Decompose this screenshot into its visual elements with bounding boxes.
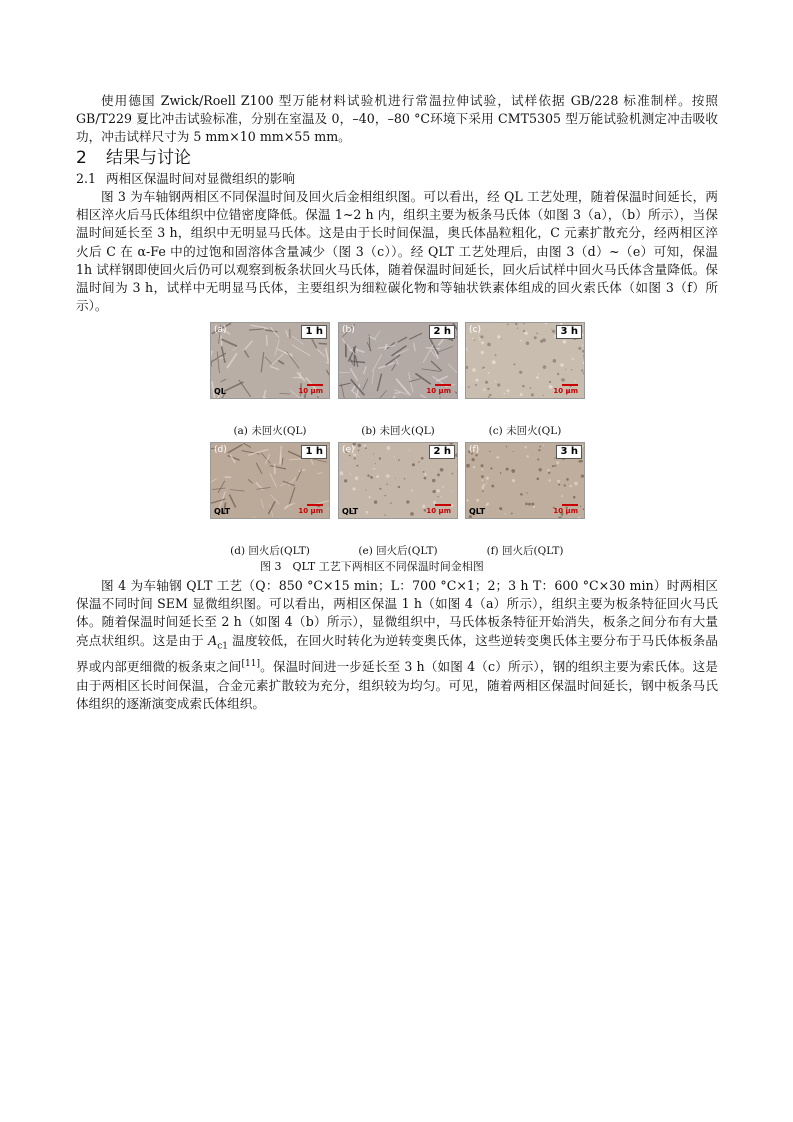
grain-mark	[475, 384, 477, 386]
grain-mark	[565, 369, 566, 370]
grain-mark	[412, 463, 415, 466]
grain-mark	[531, 393, 534, 396]
micrograph-panel-d	[210, 442, 330, 519]
grain-mark	[476, 499, 479, 502]
grain-mark	[410, 512, 414, 516]
grain-mark	[489, 394, 492, 397]
grain-mark	[582, 350, 585, 353]
panel-time-label: 1 h	[301, 325, 327, 339]
grain-mark	[379, 457, 381, 459]
grain-mark	[528, 503, 531, 506]
grain-mark	[523, 330, 525, 332]
micrograph-panel-c	[465, 322, 585, 399]
scale-bar	[435, 384, 451, 386]
grain-mark	[475, 379, 478, 382]
grain-mark	[393, 456, 394, 457]
grain-mark	[506, 446, 507, 447]
grain-mark	[520, 393, 523, 396]
grain-mark	[369, 496, 371, 498]
grain-mark	[479, 339, 480, 340]
grain-mark	[561, 379, 562, 380]
grain-mark	[487, 388, 489, 390]
panel-process-label: QLT	[214, 507, 231, 516]
grain-mark	[474, 339, 475, 340]
grain-mark	[549, 385, 550, 386]
grain-mark	[497, 383, 500, 386]
grain-mark	[379, 488, 381, 490]
grain-mark	[497, 335, 500, 338]
grain-mark	[423, 471, 425, 473]
grain-mark	[344, 479, 347, 482]
grain-mark	[519, 371, 522, 374]
grain-mark	[543, 395, 544, 396]
grain-mark	[530, 387, 532, 389]
micrograph-panel-a	[210, 322, 330, 399]
grain-mark	[384, 515, 385, 516]
grain-mark	[472, 368, 475, 371]
grain-mark	[547, 469, 549, 471]
grain-mark	[583, 362, 585, 364]
grain-mark	[422, 505, 425, 508]
grain-mark	[557, 480, 560, 483]
grain-mark	[531, 503, 534, 506]
grain-mark	[543, 365, 547, 369]
grain-mark	[496, 456, 499, 459]
panel-time-label: 1 h	[301, 445, 327, 459]
grain-mark	[404, 478, 405, 479]
grain-mark	[472, 338, 473, 339]
grain-mark	[432, 479, 435, 482]
panel-time-label: 3 h	[556, 445, 582, 459]
grain-mark	[572, 358, 574, 360]
grain-mark	[513, 363, 515, 365]
panel-time-label: 3 h	[556, 325, 582, 339]
grain-mark	[481, 351, 484, 354]
grain-mark	[486, 504, 488, 506]
subcaption-a: (a) 未回火(QL)	[233, 425, 307, 437]
section-title: 结果与讨论	[106, 148, 191, 168]
micrograph-panel-f	[465, 442, 585, 519]
grain-mark	[581, 460, 583, 462]
grain-mark	[374, 500, 377, 503]
grain-mark	[356, 465, 358, 467]
grain-mark	[536, 376, 539, 379]
grain-mark	[418, 461, 420, 463]
grain-mark	[395, 478, 396, 479]
grain-mark	[553, 359, 557, 363]
figure4-text-3: 。保温时间进一步延长至 3 h（如图 4（c）所示），钢的组织主要为索氏体。这是由于两相区长时间保温，合金元素扩散较为充分，组织较为均匀。可见，随着两相区保温时间延长，钢中板条马氏体组织的逐渐演变成索氏体组织。	[76, 659, 718, 711]
grain-mark	[466, 337, 467, 338]
grain-mark	[386, 484, 387, 485]
grain-mark	[526, 492, 527, 493]
grain-mark	[570, 485, 573, 488]
grain-mark	[506, 389, 509, 392]
grain-mark	[385, 495, 387, 497]
grain-mark	[488, 396, 490, 398]
grain-mark	[438, 496, 439, 497]
grain-mark	[441, 496, 442, 497]
grain-mark	[495, 354, 497, 356]
lath-mark	[319, 343, 327, 344]
grain-mark	[486, 483, 487, 484]
grain-mark	[354, 457, 356, 459]
grain-mark	[481, 341, 484, 344]
grain-mark	[554, 465, 556, 467]
grain-mark	[511, 469, 515, 473]
grain-mark	[536, 477, 539, 480]
grain-mark	[481, 475, 484, 478]
figure4-paragraph	[76, 577, 718, 713]
grain-mark	[495, 380, 496, 381]
grain-mark	[543, 444, 545, 446]
grain-mark	[549, 381, 551, 383]
grain-mark	[520, 493, 523, 496]
grain-mark	[373, 454, 374, 455]
grain-mark	[365, 447, 367, 449]
grain-mark	[442, 486, 444, 488]
grain-mark	[526, 455, 528, 457]
grain-mark	[386, 474, 389, 477]
grain-mark	[468, 348, 469, 349]
grain-mark	[556, 461, 559, 464]
grain-mark	[513, 451, 514, 452]
scale-bar-label: 10 μm	[553, 507, 578, 515]
grain-mark	[548, 472, 550, 474]
method-paragraph: 使用德国 Zwick/Roell Z100 型万能材料试验机进行常温拉伸试验，试样依据 GB/228 标准制样。按照 GB/T229 夏比冲击试验标准，分别在室温及 0，–40，–80 °C环境下采用 CMT5305 型万能试验机测定冲击吸收功，冲击试样尺寸为 5 mm×10 mm×55 mm。	[76, 93, 718, 145]
figure3-caption: 图 3 QLT 工艺下两相区不同保温时间金相图	[260, 560, 484, 573]
grain-mark	[554, 458, 555, 459]
grain-mark	[411, 490, 413, 492]
grain-mark	[573, 496, 576, 499]
grain-mark	[524, 446, 526, 448]
scale-bar	[307, 504, 323, 506]
panel-process-label: QLT	[342, 507, 359, 516]
grain-mark	[551, 329, 552, 330]
grain-mark	[424, 473, 426, 475]
grain-mark	[437, 473, 440, 476]
grain-mark	[436, 489, 440, 493]
grain-mark	[376, 475, 379, 478]
lath-mark	[239, 398, 252, 399]
subsection-number: 2.1	[76, 171, 97, 186]
grain-mark	[482, 490, 484, 492]
panel-tag: (e)	[342, 445, 355, 455]
grain-mark	[483, 389, 485, 391]
grain-mark	[524, 332, 528, 336]
subsection-title: 两相区保温时间对显微组织的影响	[106, 171, 295, 186]
grain-mark	[488, 372, 490, 374]
grain-mark	[481, 486, 484, 489]
grain-mark	[511, 513, 513, 515]
grain-mark	[504, 393, 506, 395]
panel-tag: (b)	[342, 325, 355, 335]
grain-mark	[580, 506, 581, 507]
grain-mark	[489, 451, 490, 452]
panel-time-label: 2 h	[429, 445, 455, 459]
grain-mark	[571, 369, 572, 370]
subcaption-e: (e) 回火后(QLT)	[358, 545, 438, 557]
panel-process-label: QLT	[469, 507, 486, 516]
panel-tag: (d)	[214, 445, 227, 455]
ac1-subscript: c1	[217, 641, 228, 652]
grain-mark	[352, 487, 355, 490]
grain-mark	[468, 386, 470, 388]
grain-mark	[548, 479, 550, 481]
figure4-text-2: 温度较低，在回火时转化为逆转变奥氏体，这些逆转变奥氏体主要分布于马氏体板条晶界或内部更细微的板条束之间	[76, 632, 718, 675]
panel-process-label: QL	[214, 387, 226, 396]
scale-bar-label: 10 μm	[426, 387, 451, 395]
panel-tag: (c)	[469, 325, 481, 335]
grain-mark	[581, 369, 583, 371]
grain-mark	[500, 472, 502, 474]
section-number: 2	[76, 148, 87, 168]
panel-time-label: 2 h	[429, 325, 455, 339]
reference-11: [11]	[241, 659, 261, 670]
grain-mark	[552, 330, 555, 333]
scale-bar	[562, 384, 578, 386]
grain-mark	[467, 499, 469, 501]
grain-mark	[398, 486, 400, 488]
grain-mark	[482, 479, 484, 481]
grain-mark	[492, 360, 496, 364]
grain-mark	[574, 380, 575, 381]
grain-mark	[574, 482, 578, 486]
grain-mark	[536, 333, 538, 335]
grain-mark	[552, 465, 554, 467]
grain-mark	[560, 363, 563, 366]
grain-mark	[507, 324, 509, 326]
subcaption-b: (b) 未回火(QL)	[361, 425, 435, 437]
grain-mark	[452, 491, 453, 492]
figure3-paragraph: 图 3 为车轴钢两相区不同保温时间及回火后金相组织图。可以看出，经 QL 工艺处理，随着保温时间延长，两相区淬火后马氏体组织中位错密度降低。保温 1~2 h 内，组织主要为板条马氏体（如图 3（a），（b）所示），当保温时间延长至 3 h，组织中无明显马氏体。这是由于长时间保温，奥氏体晶粒粗化，C 元素扩散充分，经两相区淬火后 C 在 α-Fe 中的过饱和固溶体含量减少（图 3（c））。经 QLT 工艺处理后，由图 3（d）~（e）可知，保温 1h 试样钢即使回火后仍可以观察到板条状回火马氏体，随着保温时间延长，回火后试样中回火马氏体含量降低。保温时间为 3 h，试样中无明显马氏体，主要组织为细粒碳化物和等轴状铁素体组成的回火索氏体（如图 3（f）所示）。	[76, 189, 718, 314]
grain-mark	[538, 373, 539, 374]
grain-mark	[358, 444, 361, 447]
grain-mark	[421, 457, 424, 460]
grain-mark	[466, 464, 470, 468]
scale-bar-label: 10 μm	[553, 387, 578, 395]
grain-mark	[367, 475, 369, 477]
subcaption-d: (d) 回火后(QLT)	[230, 545, 310, 557]
grain-mark	[581, 474, 584, 477]
grain-mark	[472, 458, 475, 461]
lath-mark	[395, 393, 401, 394]
panel-tag: (f)	[469, 445, 480, 455]
grain-mark	[366, 511, 369, 514]
grain-mark	[358, 450, 360, 452]
scale-bar-label: 10 μm	[426, 507, 451, 515]
grain-mark	[539, 468, 542, 471]
grain-mark	[558, 484, 560, 486]
grain-mark	[390, 502, 391, 503]
grain-mark	[539, 446, 541, 448]
scale-bar-label: 10 μm	[298, 387, 323, 395]
grain-mark	[582, 344, 583, 345]
grain-mark	[563, 340, 567, 344]
grain-mark	[481, 464, 484, 467]
grain-mark	[520, 340, 522, 342]
grain-mark	[526, 341, 529, 344]
grain-mark	[583, 508, 585, 510]
micrograph-panel-b	[338, 322, 458, 399]
grain-mark	[487, 343, 491, 347]
grain-mark	[372, 475, 373, 476]
grain-mark	[557, 373, 559, 375]
grain-mark	[566, 478, 569, 481]
grain-mark	[386, 446, 390, 450]
grain-mark	[484, 368, 485, 369]
grain-mark	[473, 466, 475, 468]
micrograph-panel-e	[338, 442, 458, 519]
grain-mark	[561, 495, 563, 497]
subcaption-f: (f) 回火后(QLT)	[486, 545, 564, 557]
grain-mark	[537, 458, 539, 460]
grain-mark	[512, 479, 515, 482]
grain-mark	[419, 518, 421, 519]
lath-mark	[267, 335, 268, 346]
section-heading	[76, 147, 191, 169]
grain-mark	[483, 484, 485, 486]
grain-mark	[398, 459, 400, 461]
grain-mark	[534, 336, 537, 339]
figure4-text-1: 图 4 为车轴钢 QLT 工艺（Q：850 °C×15 min；L：700 °C×1；2；3 h T：600 °C×30 min）时两相区保温不同时间 SEM 显微组织图。可以看出，两相区保温 1 h（如图 4（a）所示），组织主要为板条特征回火马氏体。随着保温时间延长至 2 h（如图 4（b）所示），显微组织中，马氏体板条特征开始消失，板条之间分布有大量亮点状组织。这是由于	[76, 578, 718, 648]
grain-mark	[373, 468, 375, 470]
grain-mark	[501, 338, 502, 339]
subcaption-c: (c) 未回火(QL)	[488, 425, 562, 437]
grain-mark	[538, 449, 540, 451]
grain-mark	[350, 473, 351, 474]
lath-mark	[329, 515, 330, 519]
grain-mark	[440, 468, 444, 472]
grain-mark	[481, 468, 483, 470]
grain-mark	[578, 347, 581, 350]
scale-bar	[307, 384, 323, 386]
grain-mark	[486, 477, 489, 480]
grain-mark	[542, 338, 546, 342]
grain-mark	[480, 335, 483, 338]
grain-mark	[452, 473, 454, 475]
panel-tag: (a)	[214, 325, 227, 335]
grain-mark	[583, 358, 584, 359]
grain-mark	[506, 468, 509, 471]
grain-mark	[499, 507, 502, 510]
grain-mark	[340, 471, 344, 475]
grain-mark	[564, 484, 566, 486]
scale-bar-label: 10 μm	[298, 507, 323, 515]
grain-mark	[424, 477, 427, 480]
grain-mark	[363, 444, 366, 447]
grain-mark	[365, 489, 366, 490]
grain-mark	[406, 500, 409, 503]
subsection-heading	[76, 171, 295, 187]
grain-mark	[491, 485, 494, 488]
grain-mark	[409, 450, 410, 451]
grain-mark	[485, 381, 488, 384]
grain-mark	[504, 513, 505, 514]
grain-mark	[490, 467, 492, 469]
ac1-symbol: A	[208, 632, 218, 648]
grain-mark	[355, 476, 359, 480]
scale-bar	[562, 504, 578, 506]
scale-bar	[435, 504, 451, 506]
grain-mark	[362, 478, 363, 479]
grain-mark	[533, 506, 535, 508]
grain-mark	[517, 328, 518, 329]
grain-mark	[523, 323, 524, 324]
grain-mark	[432, 490, 435, 493]
grain-mark	[522, 385, 525, 388]
grain-mark	[525, 503, 528, 506]
grain-mark	[375, 463, 376, 464]
